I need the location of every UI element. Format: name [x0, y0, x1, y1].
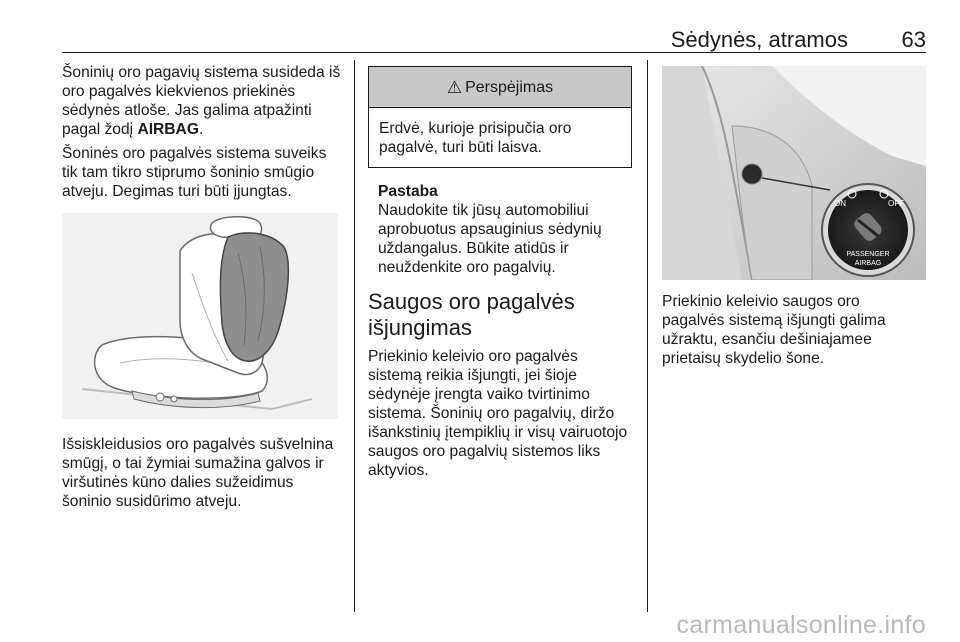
airbag-word: AIRBAG: [137, 121, 199, 138]
note-body: Naudokite tik jūsų automobiliui aprobuotus apsauginius sėdynių uždangalus. Būkite atidūs ir neuždenkite oro pagalvių.: [378, 202, 602, 276]
airbag-switch-photo: [662, 66, 926, 280]
warning-body: Erdvė, kurioje prisipučia oro pagalvė, turi būti laisva.: [379, 120, 572, 156]
warning-box: [368, 66, 632, 168]
dial-label-passenger: PASSENGER: [846, 251, 890, 258]
warning-title: Perspėjimas: [465, 78, 554, 96]
note-title: Pastaba: [378, 183, 438, 200]
header-title: Sėdynės, atramos: [670, 27, 848, 52]
warning-triangle-icon: ⚠: [446, 77, 463, 97]
note-box: [368, 182, 634, 277]
warning-header: [369, 67, 631, 108]
seat-airbag-illustration: [62, 213, 338, 419]
paragraph-side-airbag-intro: [62, 63, 342, 139]
dial-label-airbag: AIRBAG: [854, 260, 882, 267]
column-1: [62, 63, 342, 516]
section-heading: Saugos oro pagalvės išjungimas: [368, 289, 575, 340]
text-span: Šoninių oro pagavių sistema susideda iš oro pagalvės kiekvienos priekinės sėdynės atlošе. Jas galima atpažinti pagal žodį: [62, 64, 341, 138]
text-span: .: [198, 121, 204, 138]
column-divider-2: [647, 60, 648, 612]
watermark: carmanualsonline.info: [676, 611, 926, 639]
paragraph-side-airbag-trigger: Šoninės oro pagalvės sistema suveiks tik tam tikro stiprumo šoninio smūgio atveju. Degimas turi būti įjungtas.: [62, 145, 327, 200]
section-body: Priekinio keleivio oro pagalvės sistemą reikia išjungti, jei šioje sėdynėje įrengta vaiko tvirtinimo sistema. Šoninių oro pagalvių, diržo išankstinių įtempiklių ir visų vairuotojo saugos oro pagalvių sistemos liks aktyvios.: [368, 348, 628, 479]
paragraph-switch-location: Priekinio keleivio saugos oro pagalvės sistemą išjungti galima užraktu, esančiu dešiniajamee prietaisų skydelio šone.: [662, 293, 886, 367]
page-number: 63: [901, 27, 926, 52]
dial-label-on: ON: [834, 199, 846, 208]
dial-label-off: OFF: [888, 199, 904, 208]
column-3: [662, 66, 926, 373]
column-divider-1: [354, 60, 355, 612]
paragraph-deployed-airbag: Išsiskleidusios oro pagalvės sušvelnina smūgį, o tai žymiai sumažina galvos ir viršutinės kūno dalies sužeidimus šoninio susidūrimo atveju.: [62, 436, 334, 510]
column-2: [368, 66, 634, 480]
header-rule: [62, 52, 926, 53]
